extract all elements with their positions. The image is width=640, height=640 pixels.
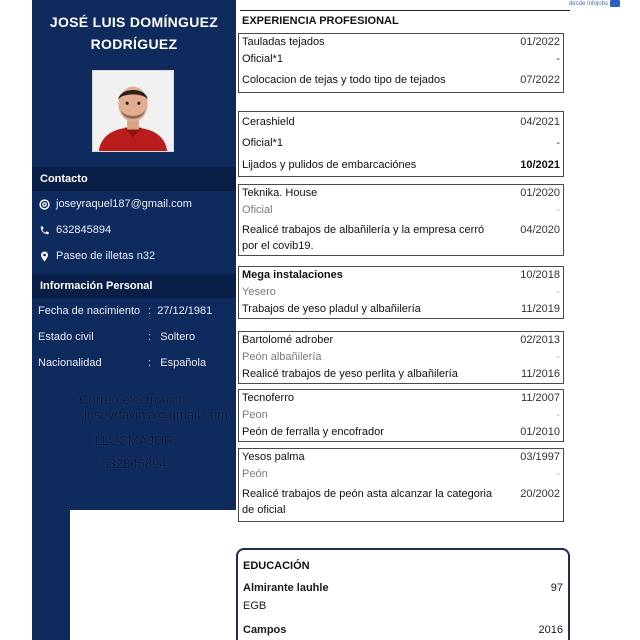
education-school: Almirante lauhle <box>243 582 329 594</box>
job-end: 11/2016 <box>521 368 560 380</box>
location-pin-icon <box>38 250 50 262</box>
job-entry <box>238 266 564 319</box>
education-heading: EDUCACIÓN <box>243 560 310 572</box>
job-role-mark: - <box>556 137 560 149</box>
phone-icon <box>38 224 50 236</box>
job-start: 11/2007 <box>521 392 560 404</box>
job-start: 10/2018 <box>520 269 560 281</box>
at-icon <box>38 198 50 210</box>
job-company: Bartolomé adrober <box>242 334 334 346</box>
corner-badge <box>560 0 620 8</box>
job-entry <box>238 33 564 93</box>
personal-value <box>148 357 206 369</box>
job-start: 02/2013 <box>520 334 560 346</box>
personal-row <box>38 331 234 347</box>
personal-info-heading: Información Personal <box>32 274 236 298</box>
overlay-email: joseydavinia@gmail.com <box>84 407 228 422</box>
overlay-phone: 632845894 <box>101 456 167 471</box>
marital-status: Soltero <box>160 331 196 343</box>
job-desc: Lijados y pulidos de embarcaciónes <box>242 159 417 171</box>
birth-date: 27/12/1981 <box>157 305 213 317</box>
personal-sep: : <box>148 305 152 317</box>
personal-row <box>38 357 234 373</box>
education-item <box>243 580 563 596</box>
job-end: 07/2022 <box>520 74 560 86</box>
job-role-mark: - <box>556 351 560 363</box>
personal-value <box>148 305 212 317</box>
contact-address-row <box>38 248 155 264</box>
job-start: 04/2021 <box>520 116 560 128</box>
job-start: 03/1997 <box>520 451 560 463</box>
job-end: 01/2010 <box>520 426 560 438</box>
education-card <box>236 548 570 640</box>
job-end: 11/2019 <box>521 303 560 315</box>
job-role-mark: - <box>556 468 560 480</box>
education-year: 2016 <box>538 624 563 636</box>
job-company: Mega instalaciones <box>242 269 343 281</box>
job-role: Oficial <box>242 204 273 216</box>
badge-mark-icon <box>610 0 620 7</box>
personal-label: Estado civil <box>38 331 94 343</box>
overlay-city: LLUCMAJOR <box>94 433 174 448</box>
job-end: 20/2002 <box>520 488 560 500</box>
job-company: Yesos palma <box>242 451 305 463</box>
job-desc: Realicé trabajos de peón asta alcanzar la categoria de oficial <box>242 488 493 516</box>
job-desc: Realicé trabajos de yeso perlita y albañilería <box>242 368 458 380</box>
education-level: EGB <box>243 600 267 612</box>
sidebar <box>32 0 236 510</box>
corner-badge-text: desde Infojobs <box>568 1 608 7</box>
job-role-mark: - <box>556 53 560 65</box>
job-role-mark: - <box>556 204 560 216</box>
job-role: Peón <box>242 468 268 480</box>
job-company: Tecnoferro <box>242 392 294 404</box>
job-role: Peon <box>242 409 268 421</box>
top-rule <box>240 10 570 11</box>
personal-label: Fecha de nacimiento <box>38 305 141 317</box>
job-entry <box>238 331 564 384</box>
job-role: Peón albañilería <box>242 351 322 363</box>
job-end: 10/2021 <box>520 159 560 171</box>
job-entry <box>238 448 564 522</box>
profile-photo-image <box>93 71 173 151</box>
job-role: Yesero <box>242 286 276 298</box>
nationality: Española <box>160 357 207 369</box>
job-role-mark: - <box>556 286 560 298</box>
profile-photo <box>92 70 174 152</box>
job-role: Oficial*1 <box>242 53 283 65</box>
contact-phone[interactable]: 632845894 <box>56 224 112 236</box>
contact-email-row <box>38 196 192 212</box>
job-desc: Trabajos de yeso pladul y albañilería <box>242 303 421 315</box>
personal-label: Nacionalidad <box>38 357 102 369</box>
job-company: Cerashield <box>242 116 295 128</box>
job-entry <box>238 184 564 256</box>
candidate-name <box>32 11 236 55</box>
name-line-1: JOSÉ LUIS DOMÍNGUEZ <box>49 14 219 30</box>
job-start: 01/2020 <box>520 187 560 199</box>
personal-value <box>148 331 195 343</box>
job-company: Teknika. House <box>242 187 318 199</box>
personal-sep: : <box>148 357 152 369</box>
education-year: 97 <box>550 582 563 594</box>
education-item <box>243 622 563 638</box>
overlay-email-label: Correo electrónico: <box>79 392 189 407</box>
personal-row <box>38 305 234 321</box>
job-role-mark: - <box>556 409 560 421</box>
sidebar-strip <box>32 510 70 640</box>
contact-heading: Contacto <box>32 167 236 191</box>
contact-address: Paseo de illetas n32 <box>56 250 156 262</box>
job-desc: Realicé trabajos de albañilería y la empresa cerró por el covib19. <box>242 224 485 252</box>
job-start: 01/2022 <box>520 36 560 48</box>
education-level-row <box>243 598 563 614</box>
job-company: Tauladas tejados <box>242 36 325 48</box>
job-desc: Peón de ferralla y encofrador <box>242 426 384 438</box>
experience-heading: EXPERIENCIA PROFESIONAL <box>242 15 399 27</box>
job-end: 04/2020 <box>520 224 560 236</box>
job-role: Oficial*1 <box>242 137 283 149</box>
contact-phone-row <box>38 222 111 238</box>
job-desc: Colocacion de tejas y todo tipo de tejados <box>242 74 446 86</box>
job-entry <box>238 111 564 177</box>
name-line-2: RODRÍGUEZ <box>90 36 178 52</box>
job-entry <box>238 389 564 442</box>
education-school: Campos <box>243 624 287 636</box>
personal-sep: : <box>148 331 152 343</box>
contact-email[interactable]: joseyraquel187@gmail.com <box>56 198 192 210</box>
